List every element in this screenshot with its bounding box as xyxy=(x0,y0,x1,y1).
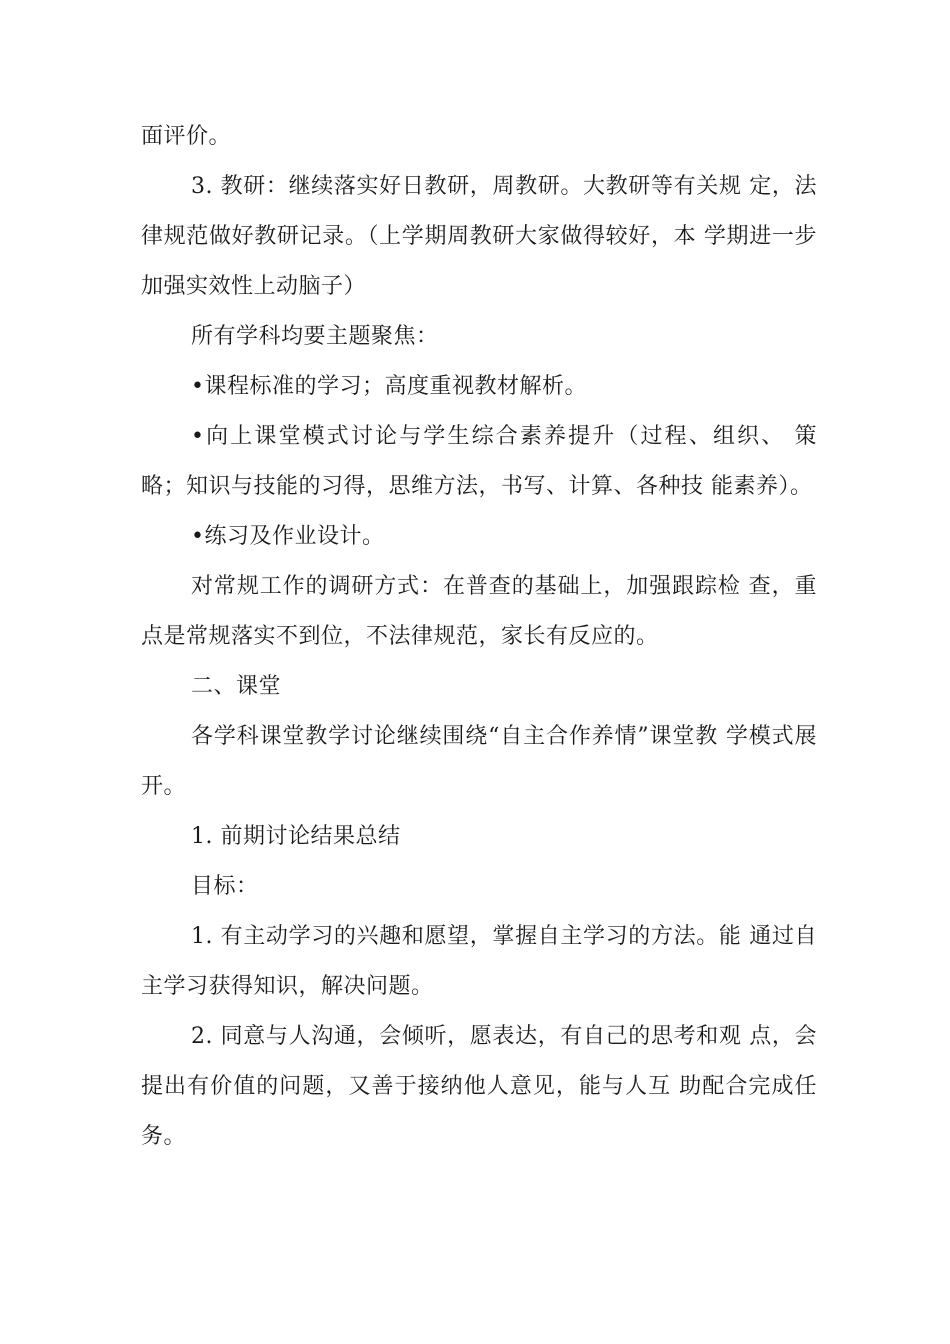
paragraph-13: 2. 同意与人沟通，会倾听，愿表达，有自己的思考和观 点，会提出有价值的问题，又善于接纳他人意见，能与人互 助配合完成任务。 xyxy=(141,1024,817,1149)
paragraph-6: •练习及作业设计。 xyxy=(191,524,385,549)
section-heading: 二、课堂 xyxy=(191,674,282,699)
subsection-heading: 1. 前期讨论结果总结 xyxy=(191,824,401,849)
paragraph-2: 3. 教研：继续落实好日教研，周教研。大教研等有关规 定，法律规范做好教研记录。（上学期周教研大家做得较好，本 学期进一步加强实效性上动脑子） xyxy=(141,174,817,299)
paragraph-9: 各学科课堂教学讨论继续围绕“自主合作养情”课堂教 学模式展开。 xyxy=(141,724,817,799)
paragraph-4: •课程标准的学习；高度重视教材解析。 xyxy=(191,374,587,399)
document-body xyxy=(141,112,817,1162)
paragraph-12: 1. 有主动学习的兴趣和愿望，掌握自主学习的方法。能 通过自主学习获得知识，解决问题。 xyxy=(141,924,817,999)
paragraph-5: •向上课堂模式讨论与学生综合素养提升（过程、组织、 策略；知识与技能的习得，思维方法，书写、计算、各种技 能素养）。 xyxy=(141,424,817,499)
paragraph-3: 所有学科均要主题聚焦： xyxy=(191,324,439,349)
paragraph-7: 对常规工作的调研方式：在普查的基础上，加强跟踪检 查，重点是常规落实不到位，不法律规范，家长有反应的。 xyxy=(141,574,817,649)
paragraph-11: 目标： xyxy=(191,874,259,899)
paragraph-1: 面评价。 xyxy=(141,124,232,149)
